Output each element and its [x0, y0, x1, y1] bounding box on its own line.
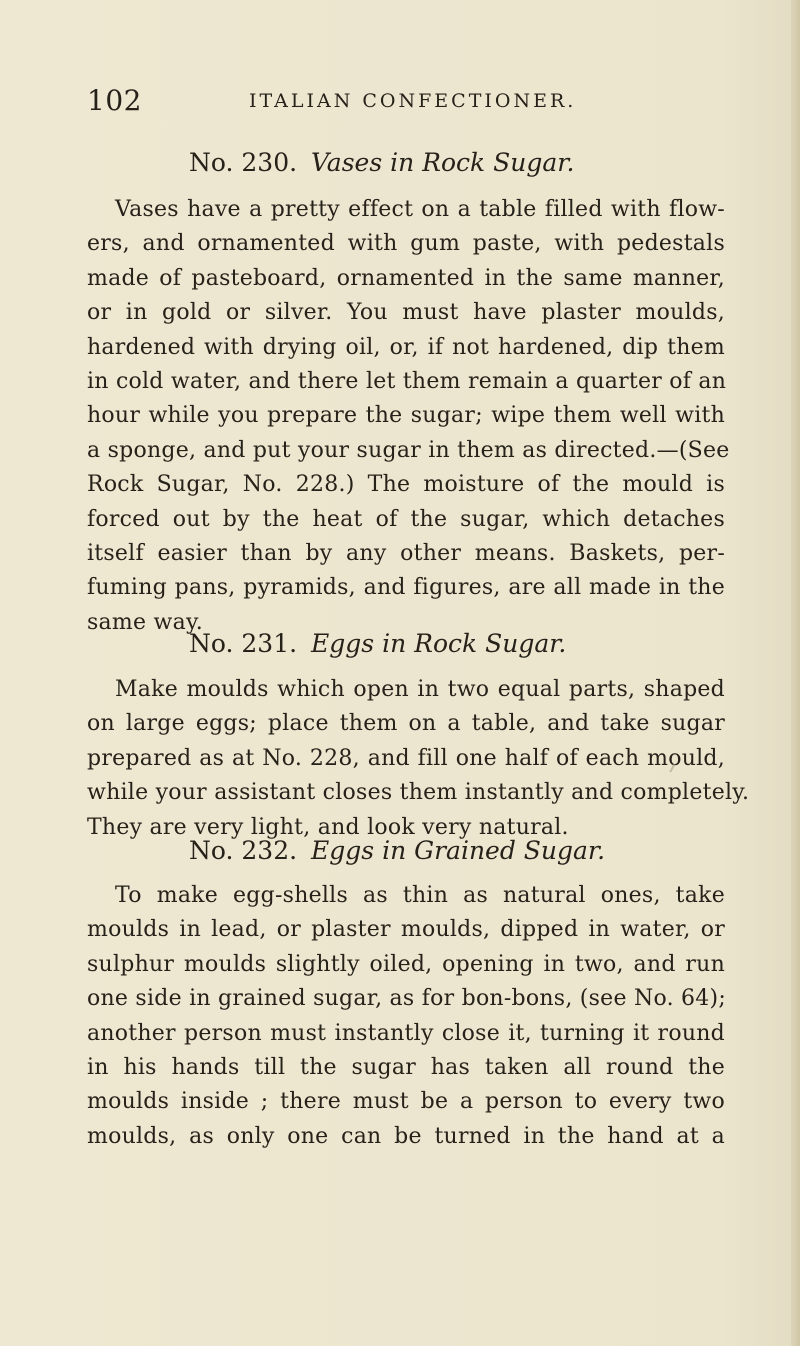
section-heading-232	[189, 836, 605, 865]
text-line: moulds in lead, or plaster moulds, dipped in water, or	[87, 917, 725, 943]
text-line: another person must instantly close it, turning it round	[87, 1020, 725, 1046]
text-line: one side in grained sugar, as for bon-bons, (see No. 64);	[87, 986, 727, 1012]
text-line: made of pasteboard, ornamented in the same manner,	[87, 265, 725, 291]
section-body-231	[87, 673, 750, 845]
text-line: on large eggs; place them on a table, and take sugar	[87, 711, 725, 737]
section-body-232	[87, 879, 725, 1154]
text-line: same way.	[87, 609, 203, 635]
section-heading-230	[189, 148, 574, 177]
page-edge	[791, 0, 800, 1346]
text-line: or in gold or silver. You must have plaster moulds,	[87, 300, 725, 326]
text-line: Make moulds which open in two equal parts, shaped	[115, 677, 725, 702]
text-line: They are very light, and look very natural.	[87, 814, 569, 840]
section-body-230	[87, 193, 730, 640]
text-line: a sponge, and put your sugar in them as directed.—(See	[87, 437, 730, 463]
section-number: No. 232.	[189, 836, 298, 865]
text-line: forced out by the heat of the sugar, which detaches	[87, 506, 725, 532]
text-line: fuming pans, pyramids, and figures, are all made in the	[87, 575, 725, 601]
section-number: No. 230.	[189, 148, 298, 177]
section-title: Eggs in Rock Sugar.	[311, 629, 567, 658]
text-line: while your assistant closes them instantly and completely.	[87, 780, 750, 806]
text-line: prepared as at No. 228, and fill one half of each mould,	[87, 745, 725, 771]
text-line: moulds inside ; there must be a person to every two	[87, 1089, 725, 1115]
text-line: Vases have a pretty effect on a table filled with flow-	[115, 197, 725, 222]
text-line: hardened with drying oil, or, if not hardened, dip them	[87, 334, 725, 360]
text-line: in his hands till the sugar has taken all round the	[87, 1055, 725, 1081]
text-line: in cold water, and there let them remain a quarter of an	[87, 369, 727, 395]
page-number: 102	[87, 84, 142, 117]
section-number: No. 231.	[189, 629, 298, 658]
text-line: moulds, as only one can be turned in the hand at a	[87, 1123, 725, 1149]
text-line: Rock Sugar, No. 228.) The moisture of the mould is	[87, 472, 725, 498]
section-heading-231	[189, 629, 566, 658]
text-line: itself easier than by any other means. Baskets, per-	[87, 541, 725, 567]
running-header	[87, 84, 707, 118]
running-title: ITALIAN CONFECTIONER.	[249, 90, 577, 112]
text-line: ers, and ornamented with gum paste, with pedestals	[87, 231, 725, 257]
text-line: hour while you prepare the sugar; wipe them well with	[87, 403, 725, 429]
section-title: Vases in Rock Sugar.	[311, 148, 575, 177]
text-line: sulphur moulds slightly oiled, opening in two, and run	[87, 951, 725, 977]
section-title: Eggs in Grained Sugar.	[311, 836, 606, 865]
text-line: To make egg-shells as thin as natural ones, take	[115, 883, 725, 908]
